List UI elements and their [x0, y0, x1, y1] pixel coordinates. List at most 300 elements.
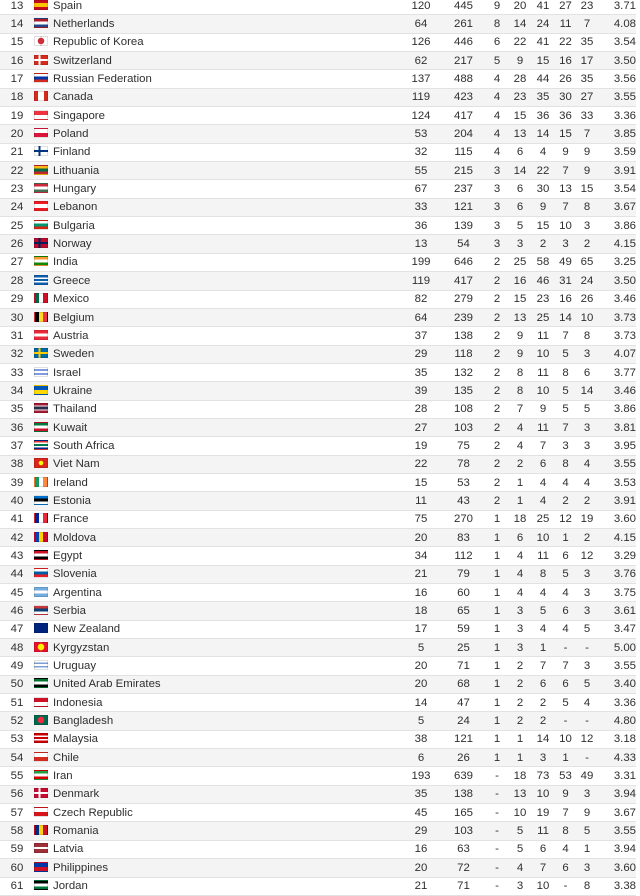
country-name: France [53, 513, 89, 526]
value-cell-4: 10 [508, 804, 532, 822]
value-cell-2: 47 [441, 694, 486, 712]
value-cell-7: 65 [577, 253, 597, 271]
table-row [0, 584, 636, 602]
flag-icon [34, 110, 48, 120]
country-name: Bulgaria [53, 219, 95, 232]
value-cell-7: 3 [577, 437, 597, 455]
value-cell-3: 4 [486, 125, 508, 143]
value-cell-2: 132 [441, 363, 486, 381]
country-cell [34, 345, 401, 363]
table-row [0, 437, 636, 455]
value-cell-4: 6 [508, 143, 532, 161]
value-cell-1: 120 [401, 0, 441, 15]
flag-icon [34, 587, 48, 597]
value-cell-6: 9 [554, 785, 577, 803]
value-cell-7: 19 [577, 510, 597, 528]
country-cell [34, 785, 401, 803]
rank-cell: 48 [0, 639, 34, 657]
country-name: Ukraine [53, 384, 93, 397]
value-cell-7: 26 [577, 290, 597, 308]
country-name: Lithuania [53, 164, 100, 177]
value-cell-5: 2 [532, 694, 554, 712]
score-cell: 3.71 [597, 0, 636, 15]
value-cell-7: 2 [577, 492, 597, 510]
country-name: Iran [53, 770, 73, 783]
flag-icon [34, 165, 48, 175]
value-cell-2: 79 [441, 565, 486, 583]
value-cell-6: 3 [554, 235, 577, 253]
value-cell-3: - [486, 785, 508, 803]
value-cell-2: 108 [441, 400, 486, 418]
value-cell-6: 6 [554, 675, 577, 693]
score-cell: 3.75 [597, 584, 636, 602]
value-cell-3: 1 [486, 602, 508, 620]
rank-cell: 35 [0, 400, 34, 418]
value-cell-2: 239 [441, 308, 486, 326]
table-row [0, 602, 636, 620]
country-cell [34, 804, 401, 822]
value-cell-1: 82 [401, 290, 441, 308]
value-cell-1: 55 [401, 162, 441, 180]
score-cell: 4.07 [597, 345, 636, 363]
value-cell-5: 10 [532, 877, 554, 895]
score-cell: 3.36 [597, 107, 636, 125]
value-cell-2: 237 [441, 180, 486, 198]
value-cell-4: 5 [508, 822, 532, 840]
value-cell-7: 9 [577, 143, 597, 161]
value-cell-6: 4 [554, 473, 577, 491]
value-cell-4: 15 [508, 290, 532, 308]
value-cell-2: 25 [441, 639, 486, 657]
flag-icon [34, 36, 48, 46]
value-cell-6: 4 [554, 620, 577, 638]
value-cell-1: 67 [401, 180, 441, 198]
value-cell-1: 20 [401, 859, 441, 877]
value-cell-4: 2 [508, 675, 532, 693]
table-row [0, 52, 636, 70]
value-cell-4: 14 [508, 162, 532, 180]
table-row [0, 730, 636, 748]
rank-cell: 49 [0, 657, 34, 675]
rank-cell: 26 [0, 235, 34, 253]
country-cell [34, 235, 401, 253]
rank-cell: 61 [0, 877, 34, 895]
value-cell-5: 36 [532, 107, 554, 125]
flag-icon [34, 532, 48, 542]
table-row [0, 565, 636, 583]
value-cell-2: 63 [441, 840, 486, 858]
value-cell-2: 417 [441, 272, 486, 290]
table-row [0, 125, 636, 143]
value-cell-6: 1 [554, 749, 577, 767]
flag-icon [34, 73, 48, 83]
value-cell-1: 16 [401, 840, 441, 858]
value-cell-5: 24 [532, 15, 554, 33]
country-cell [34, 382, 401, 400]
value-cell-2: 270 [441, 510, 486, 528]
score-cell: 3.18 [597, 730, 636, 748]
rank-cell: 22 [0, 162, 34, 180]
value-cell-6: 9 [554, 143, 577, 161]
score-cell: 3.50 [597, 272, 636, 290]
table-row [0, 363, 636, 381]
value-cell-3: 1 [486, 730, 508, 748]
value-cell-3: 2 [486, 253, 508, 271]
value-cell-6: 6 [554, 547, 577, 565]
value-cell-2: 115 [441, 143, 486, 161]
score-cell: 3.47 [597, 620, 636, 638]
value-cell-5: 7 [532, 859, 554, 877]
value-cell-2: 59 [441, 620, 486, 638]
value-cell-6: 16 [554, 290, 577, 308]
value-cell-7: 1 [577, 840, 597, 858]
value-cell-3: 1 [486, 712, 508, 730]
value-cell-3: 4 [486, 88, 508, 106]
value-cell-2: 53 [441, 473, 486, 491]
value-cell-6: 36 [554, 107, 577, 125]
value-cell-5: 19 [532, 804, 554, 822]
table-row [0, 15, 636, 33]
country-name: Spain [53, 0, 83, 12]
value-cell-4: 16 [508, 272, 532, 290]
table-row [0, 620, 636, 638]
country-cell [34, 492, 401, 510]
value-cell-7: 5 [577, 675, 597, 693]
value-cell-3: 1 [486, 749, 508, 767]
rank-cell: 37 [0, 437, 34, 455]
country-name: South Africa [53, 439, 115, 452]
table-row [0, 785, 636, 803]
flag-icon [34, 183, 48, 193]
flag-icon [34, 403, 48, 413]
value-cell-3: 1 [486, 565, 508, 583]
rank-cell: 45 [0, 584, 34, 602]
value-cell-1: 20 [401, 528, 441, 546]
value-cell-5: 4 [532, 584, 554, 602]
value-cell-1: 38 [401, 730, 441, 748]
value-cell-7: 3 [577, 602, 597, 620]
table-row [0, 107, 636, 125]
value-cell-2: 71 [441, 877, 486, 895]
value-cell-1: 11 [401, 492, 441, 510]
flag-icon [34, 605, 48, 615]
value-cell-3: 4 [486, 107, 508, 125]
rank-cell: 55 [0, 767, 34, 785]
value-cell-1: 16 [401, 584, 441, 602]
value-cell-7: 3 [577, 345, 597, 363]
value-cell-6: 1 [554, 528, 577, 546]
country-name: Finland [53, 146, 91, 159]
country-name: Indonesia [53, 696, 103, 709]
value-cell-7: 10 [577, 308, 597, 326]
value-cell-4: 3 [508, 602, 532, 620]
value-cell-6: 14 [554, 308, 577, 326]
value-cell-5: 10 [532, 528, 554, 546]
score-cell: 3.54 [597, 180, 636, 198]
rank-cell: 13 [0, 0, 34, 15]
value-cell-7: 5 [577, 400, 597, 418]
country-cell [34, 327, 401, 345]
score-cell: 3.86 [597, 217, 636, 235]
value-cell-6: - [554, 712, 577, 730]
value-cell-7: 49 [577, 767, 597, 785]
value-cell-2: 68 [441, 675, 486, 693]
value-cell-7: 14 [577, 382, 597, 400]
value-cell-2: 121 [441, 730, 486, 748]
value-cell-7: 8 [577, 198, 597, 216]
value-cell-5: 10 [532, 345, 554, 363]
score-cell: 3.60 [597, 859, 636, 877]
rank-cell: 41 [0, 510, 34, 528]
value-cell-1: 126 [401, 33, 441, 51]
table-row [0, 198, 636, 216]
table-row [0, 217, 636, 235]
value-cell-5: 6 [532, 840, 554, 858]
value-cell-1: 34 [401, 547, 441, 565]
value-cell-6: 2 [554, 492, 577, 510]
flag-icon [34, 220, 48, 230]
score-cell: 3.29 [597, 547, 636, 565]
value-cell-1: 193 [401, 767, 441, 785]
value-cell-5: 5 [532, 602, 554, 620]
value-cell-1: 75 [401, 510, 441, 528]
value-cell-5: 2 [532, 235, 554, 253]
value-cell-3: 1 [486, 675, 508, 693]
score-cell: 4.15 [597, 528, 636, 546]
value-cell-6: 5 [554, 345, 577, 363]
flag-icon [34, 348, 48, 358]
flag-icon [34, 660, 48, 670]
value-cell-6: 5 [554, 400, 577, 418]
flag-icon [34, 367, 48, 377]
value-cell-2: 488 [441, 70, 486, 88]
value-cell-3: 1 [486, 639, 508, 657]
value-cell-7: 23 [577, 0, 597, 15]
rank-cell: 15 [0, 33, 34, 51]
value-cell-1: 199 [401, 253, 441, 271]
value-cell-7: 8 [577, 877, 597, 895]
country-cell [34, 0, 401, 15]
value-cell-6: 10 [554, 730, 577, 748]
rank-cell: 27 [0, 253, 34, 271]
rank-cell: 60 [0, 859, 34, 877]
country-cell [34, 584, 401, 602]
value-cell-7: - [577, 749, 597, 767]
value-cell-3: 2 [486, 382, 508, 400]
flag-icon [34, 458, 48, 468]
country-name: Malaysia [53, 733, 98, 746]
value-cell-1: 15 [401, 473, 441, 491]
value-cell-7: 33 [577, 107, 597, 125]
rank-cell: 56 [0, 785, 34, 803]
rank-cell: 16 [0, 52, 34, 70]
value-cell-2: 139 [441, 217, 486, 235]
flag-icon [34, 568, 48, 578]
country-name: New Zealand [53, 623, 121, 636]
rank-cell: 17 [0, 70, 34, 88]
table-row [0, 547, 636, 565]
value-cell-6: 12 [554, 510, 577, 528]
value-cell-3: 9 [486, 0, 508, 15]
flag-icon [34, 843, 48, 853]
flag-icon [34, 807, 48, 817]
value-cell-1: 6 [401, 749, 441, 767]
value-cell-6: 7 [554, 418, 577, 436]
value-cell-7: 27 [577, 88, 597, 106]
value-cell-2: 78 [441, 455, 486, 473]
score-cell: 5.00 [597, 639, 636, 657]
value-cell-3: 1 [486, 510, 508, 528]
score-cell: 3.50 [597, 52, 636, 70]
flag-icon [34, 697, 48, 707]
value-cell-4: 2 [508, 455, 532, 473]
value-cell-4: 3 [508, 620, 532, 638]
score-cell: 3.85 [597, 125, 636, 143]
value-cell-5: 7 [532, 657, 554, 675]
value-cell-5: 30 [532, 180, 554, 198]
value-cell-1: 39 [401, 382, 441, 400]
value-cell-5: 6 [532, 455, 554, 473]
country-cell [34, 217, 401, 235]
table-row [0, 0, 636, 15]
score-cell: 3.73 [597, 308, 636, 326]
value-cell-6: 27 [554, 0, 577, 15]
value-cell-1: 5 [401, 712, 441, 730]
country-name: Kyrgyzstan [53, 641, 110, 654]
value-cell-5: 2 [532, 712, 554, 730]
value-cell-6: 30 [554, 88, 577, 106]
value-cell-3: 2 [486, 327, 508, 345]
value-cell-1: 28 [401, 400, 441, 418]
value-cell-4: 8 [508, 363, 532, 381]
country-name: Bangladesh [53, 715, 114, 728]
country-name: Lebanon [53, 201, 98, 214]
country-name: Austria [53, 329, 89, 342]
value-cell-3: 3 [486, 198, 508, 216]
country-cell [34, 565, 401, 583]
value-cell-2: 135 [441, 382, 486, 400]
value-cell-7: 8 [577, 327, 597, 345]
score-cell: 4.15 [597, 235, 636, 253]
value-cell-7: - [577, 639, 597, 657]
value-cell-4: 4 [508, 565, 532, 583]
value-cell-4: 4 [508, 859, 532, 877]
country-name: Belgium [53, 311, 95, 324]
value-cell-6: - [554, 877, 577, 895]
rank-cell: 29 [0, 290, 34, 308]
rank-cell: 14 [0, 15, 34, 33]
value-cell-1: 36 [401, 217, 441, 235]
country-name: Romania [53, 825, 99, 838]
value-cell-1: 13 [401, 235, 441, 253]
country-cell [34, 528, 401, 546]
value-cell-5: 22 [532, 162, 554, 180]
value-cell-3: 1 [486, 694, 508, 712]
score-cell: 3.61 [597, 602, 636, 620]
value-cell-6: 5 [554, 565, 577, 583]
table-row [0, 455, 636, 473]
country-cell [34, 308, 401, 326]
rank-cell: 24 [0, 198, 34, 216]
value-cell-3: 2 [486, 363, 508, 381]
country-name: Israel [53, 366, 81, 379]
rank-cell: 28 [0, 272, 34, 290]
value-cell-5: 9 [532, 198, 554, 216]
value-cell-4: 13 [508, 125, 532, 143]
country-name: United Arab Emirates [53, 678, 161, 691]
table-row [0, 657, 636, 675]
score-cell: 3.67 [597, 198, 636, 216]
rank-cell: 39 [0, 473, 34, 491]
value-cell-6: 7 [554, 657, 577, 675]
flag-icon [34, 550, 48, 560]
value-cell-1: 27 [401, 418, 441, 436]
value-cell-6: 53 [554, 767, 577, 785]
score-cell: 3.38 [597, 877, 636, 895]
value-cell-1: 32 [401, 143, 441, 161]
flag-icon [34, 256, 48, 266]
table-row [0, 712, 636, 730]
country-cell [34, 602, 401, 620]
value-cell-3: 3 [486, 217, 508, 235]
value-cell-5: 14 [532, 125, 554, 143]
value-cell-5: 3 [532, 749, 554, 767]
value-cell-4: 4 [508, 437, 532, 455]
country-cell [34, 162, 401, 180]
value-cell-6: 7 [554, 162, 577, 180]
rank-cell: 25 [0, 217, 34, 235]
country-cell [34, 712, 401, 730]
flag-icon [34, 201, 48, 211]
country-name: Greece [53, 274, 91, 287]
rank-cell: 52 [0, 712, 34, 730]
table-row [0, 400, 636, 418]
country-cell [34, 675, 401, 693]
country-name: Netherlands [53, 18, 115, 31]
score-cell: 3.91 [597, 492, 636, 510]
value-cell-6: 31 [554, 272, 577, 290]
value-cell-1: 35 [401, 363, 441, 381]
value-cell-5: 8 [532, 565, 554, 583]
value-cell-4: 4 [508, 547, 532, 565]
country-name: Hungary [53, 183, 97, 196]
rank-cell: 54 [0, 749, 34, 767]
value-cell-3: 2 [486, 418, 508, 436]
value-cell-6: 22 [554, 33, 577, 51]
value-cell-2: 43 [441, 492, 486, 510]
value-cell-7: 9 [577, 804, 597, 822]
value-cell-5: 11 [532, 327, 554, 345]
value-cell-6: 49 [554, 253, 577, 271]
value-cell-6: 3 [554, 437, 577, 455]
value-cell-3: 3 [486, 180, 508, 198]
rank-cell: 19 [0, 107, 34, 125]
value-cell-5: 6 [532, 675, 554, 693]
value-cell-2: 26 [441, 749, 486, 767]
country-name: Kuwait [53, 421, 88, 434]
score-cell: 3.94 [597, 785, 636, 803]
country-cell [34, 418, 401, 436]
country-cell [34, 180, 401, 198]
value-cell-3: 5 [486, 52, 508, 70]
value-cell-6: 5 [554, 694, 577, 712]
score-cell: 4.08 [597, 15, 636, 33]
country-name: Republic of Korea [53, 36, 144, 49]
rank-cell: 23 [0, 180, 34, 198]
value-cell-7: 4 [577, 694, 597, 712]
flag-icon [34, 733, 48, 743]
value-cell-7: 2 [577, 528, 597, 546]
